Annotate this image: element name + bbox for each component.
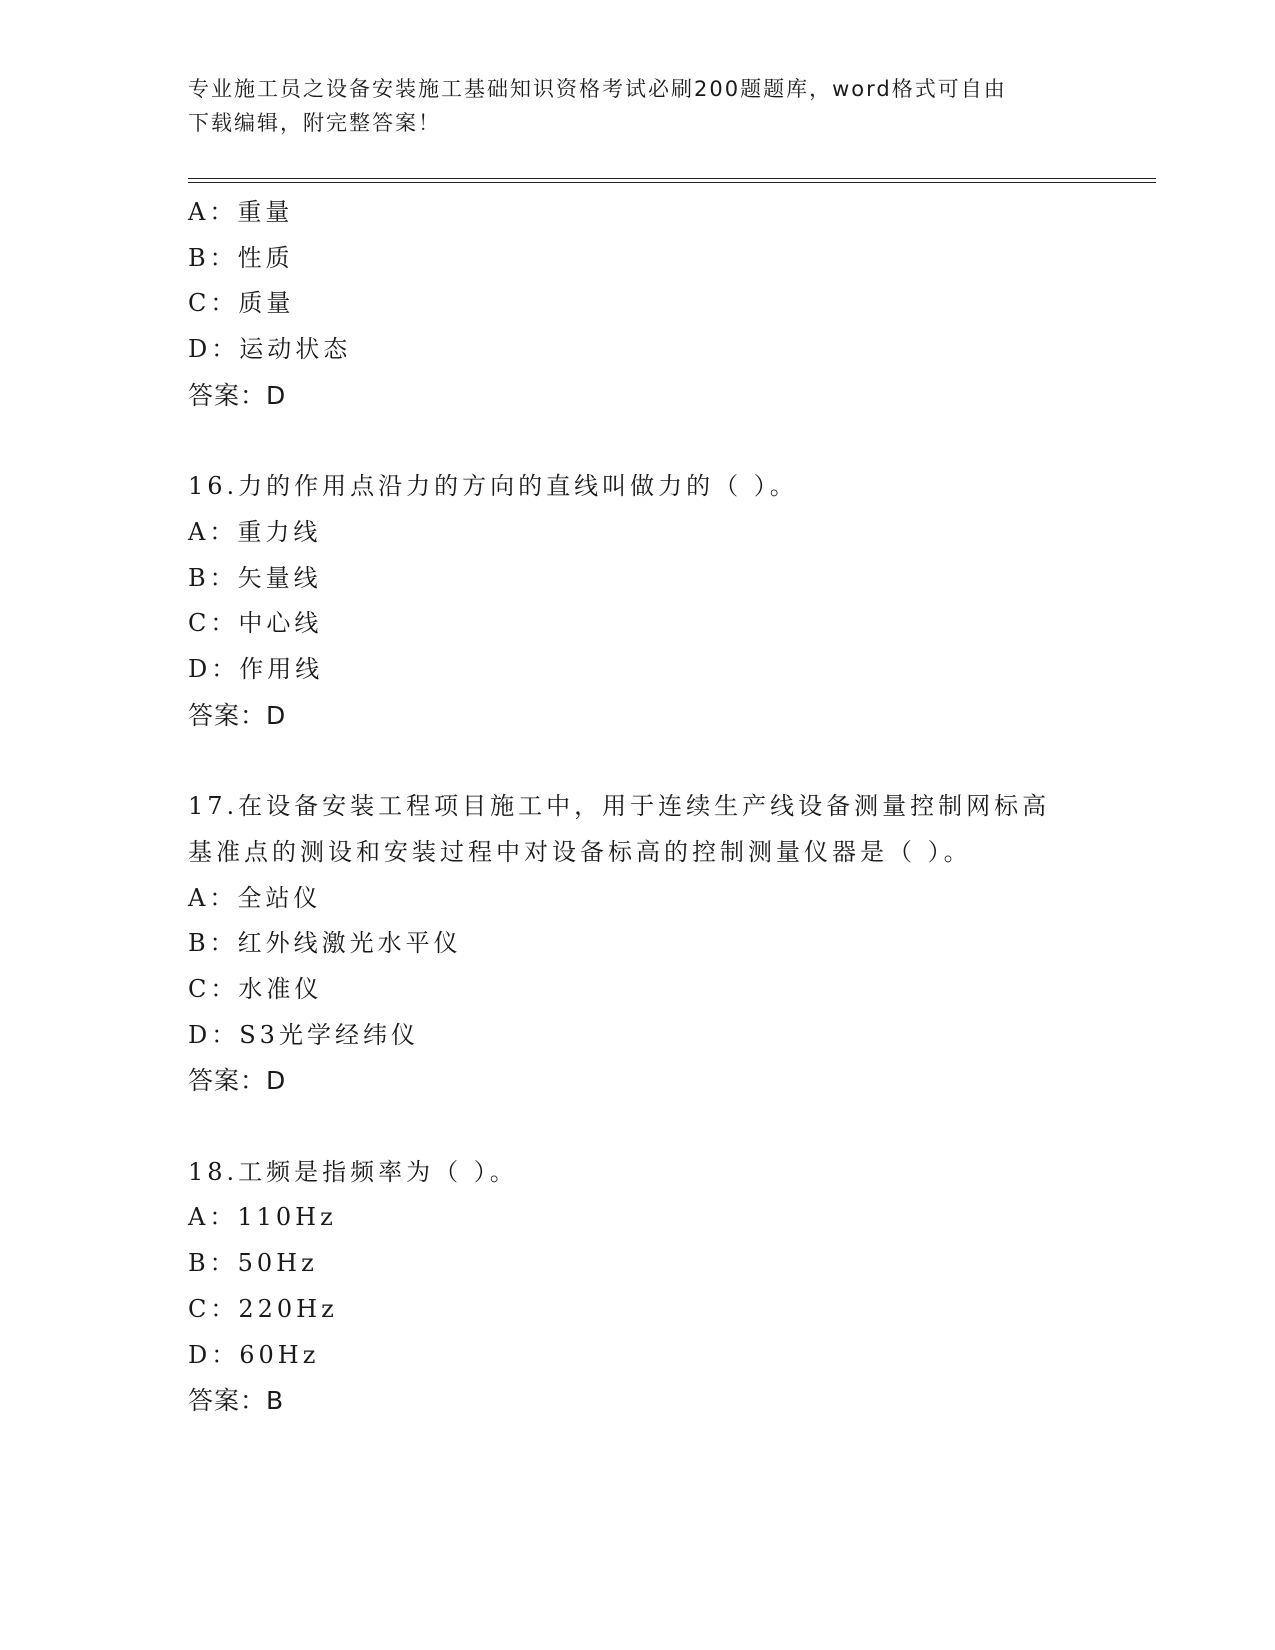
question-list [188,190,1156,1424]
document-header [188,72,1088,140]
option-a: A：110Hz [188,1203,337,1232]
question-block-18 [188,1150,1156,1424]
option-d: D：60Hz [188,1340,320,1369]
question-text-line-2: 基准点的测设和安装过程中对设备标高的控制测量仪器是（ ）。 [188,837,972,866]
option-a: A：全站仪 [188,883,322,912]
option-a: A：重力线 [188,517,322,546]
option-b: B：50Hz [188,1249,318,1278]
option-d: D：运动状态 [188,335,352,364]
question-text-line-1: 17.在设备安装工程项目施工中，用于连续生产线设备测量控制网标高 [188,792,1051,821]
header-line-2: 下载编辑，附完整答案！ [188,111,441,135]
question-text: 16.力的作用点沿力的方向的直线叫做力的（ ）。 [188,472,798,501]
option-a: A：重量 [188,198,294,226]
answer-line: 答案：D [188,1066,287,1096]
option-d: D：S3光学经纬仪 [188,1020,419,1049]
option-b: B：红外线激光水平仪 [188,929,462,958]
header-divider [188,178,1156,183]
answer-line: 答案：B [188,1386,285,1416]
question-block-16 [188,464,1156,738]
answer-line: 答案：D [188,700,287,730]
question-block-15 [188,190,1156,419]
answer-line: 答案：D [188,380,287,410]
option-c: C：质量 [188,289,295,318]
option-c: C：中心线 [188,609,323,638]
header-line-1: 专业施工员之设备安装施工基础知识资格考试必刷200题题库，word格式可自由 [188,77,1007,101]
option-c: C：水准仪 [188,974,323,1003]
question-text: 18.工频是指频率为（ ）。 [188,1157,518,1186]
option-b: B：矢量线 [188,563,322,592]
option-c: C：220Hz [188,1294,338,1323]
option-d: D：作用线 [188,655,324,684]
question-block-17 [188,784,1156,1104]
option-b: B：性质 [188,243,294,272]
